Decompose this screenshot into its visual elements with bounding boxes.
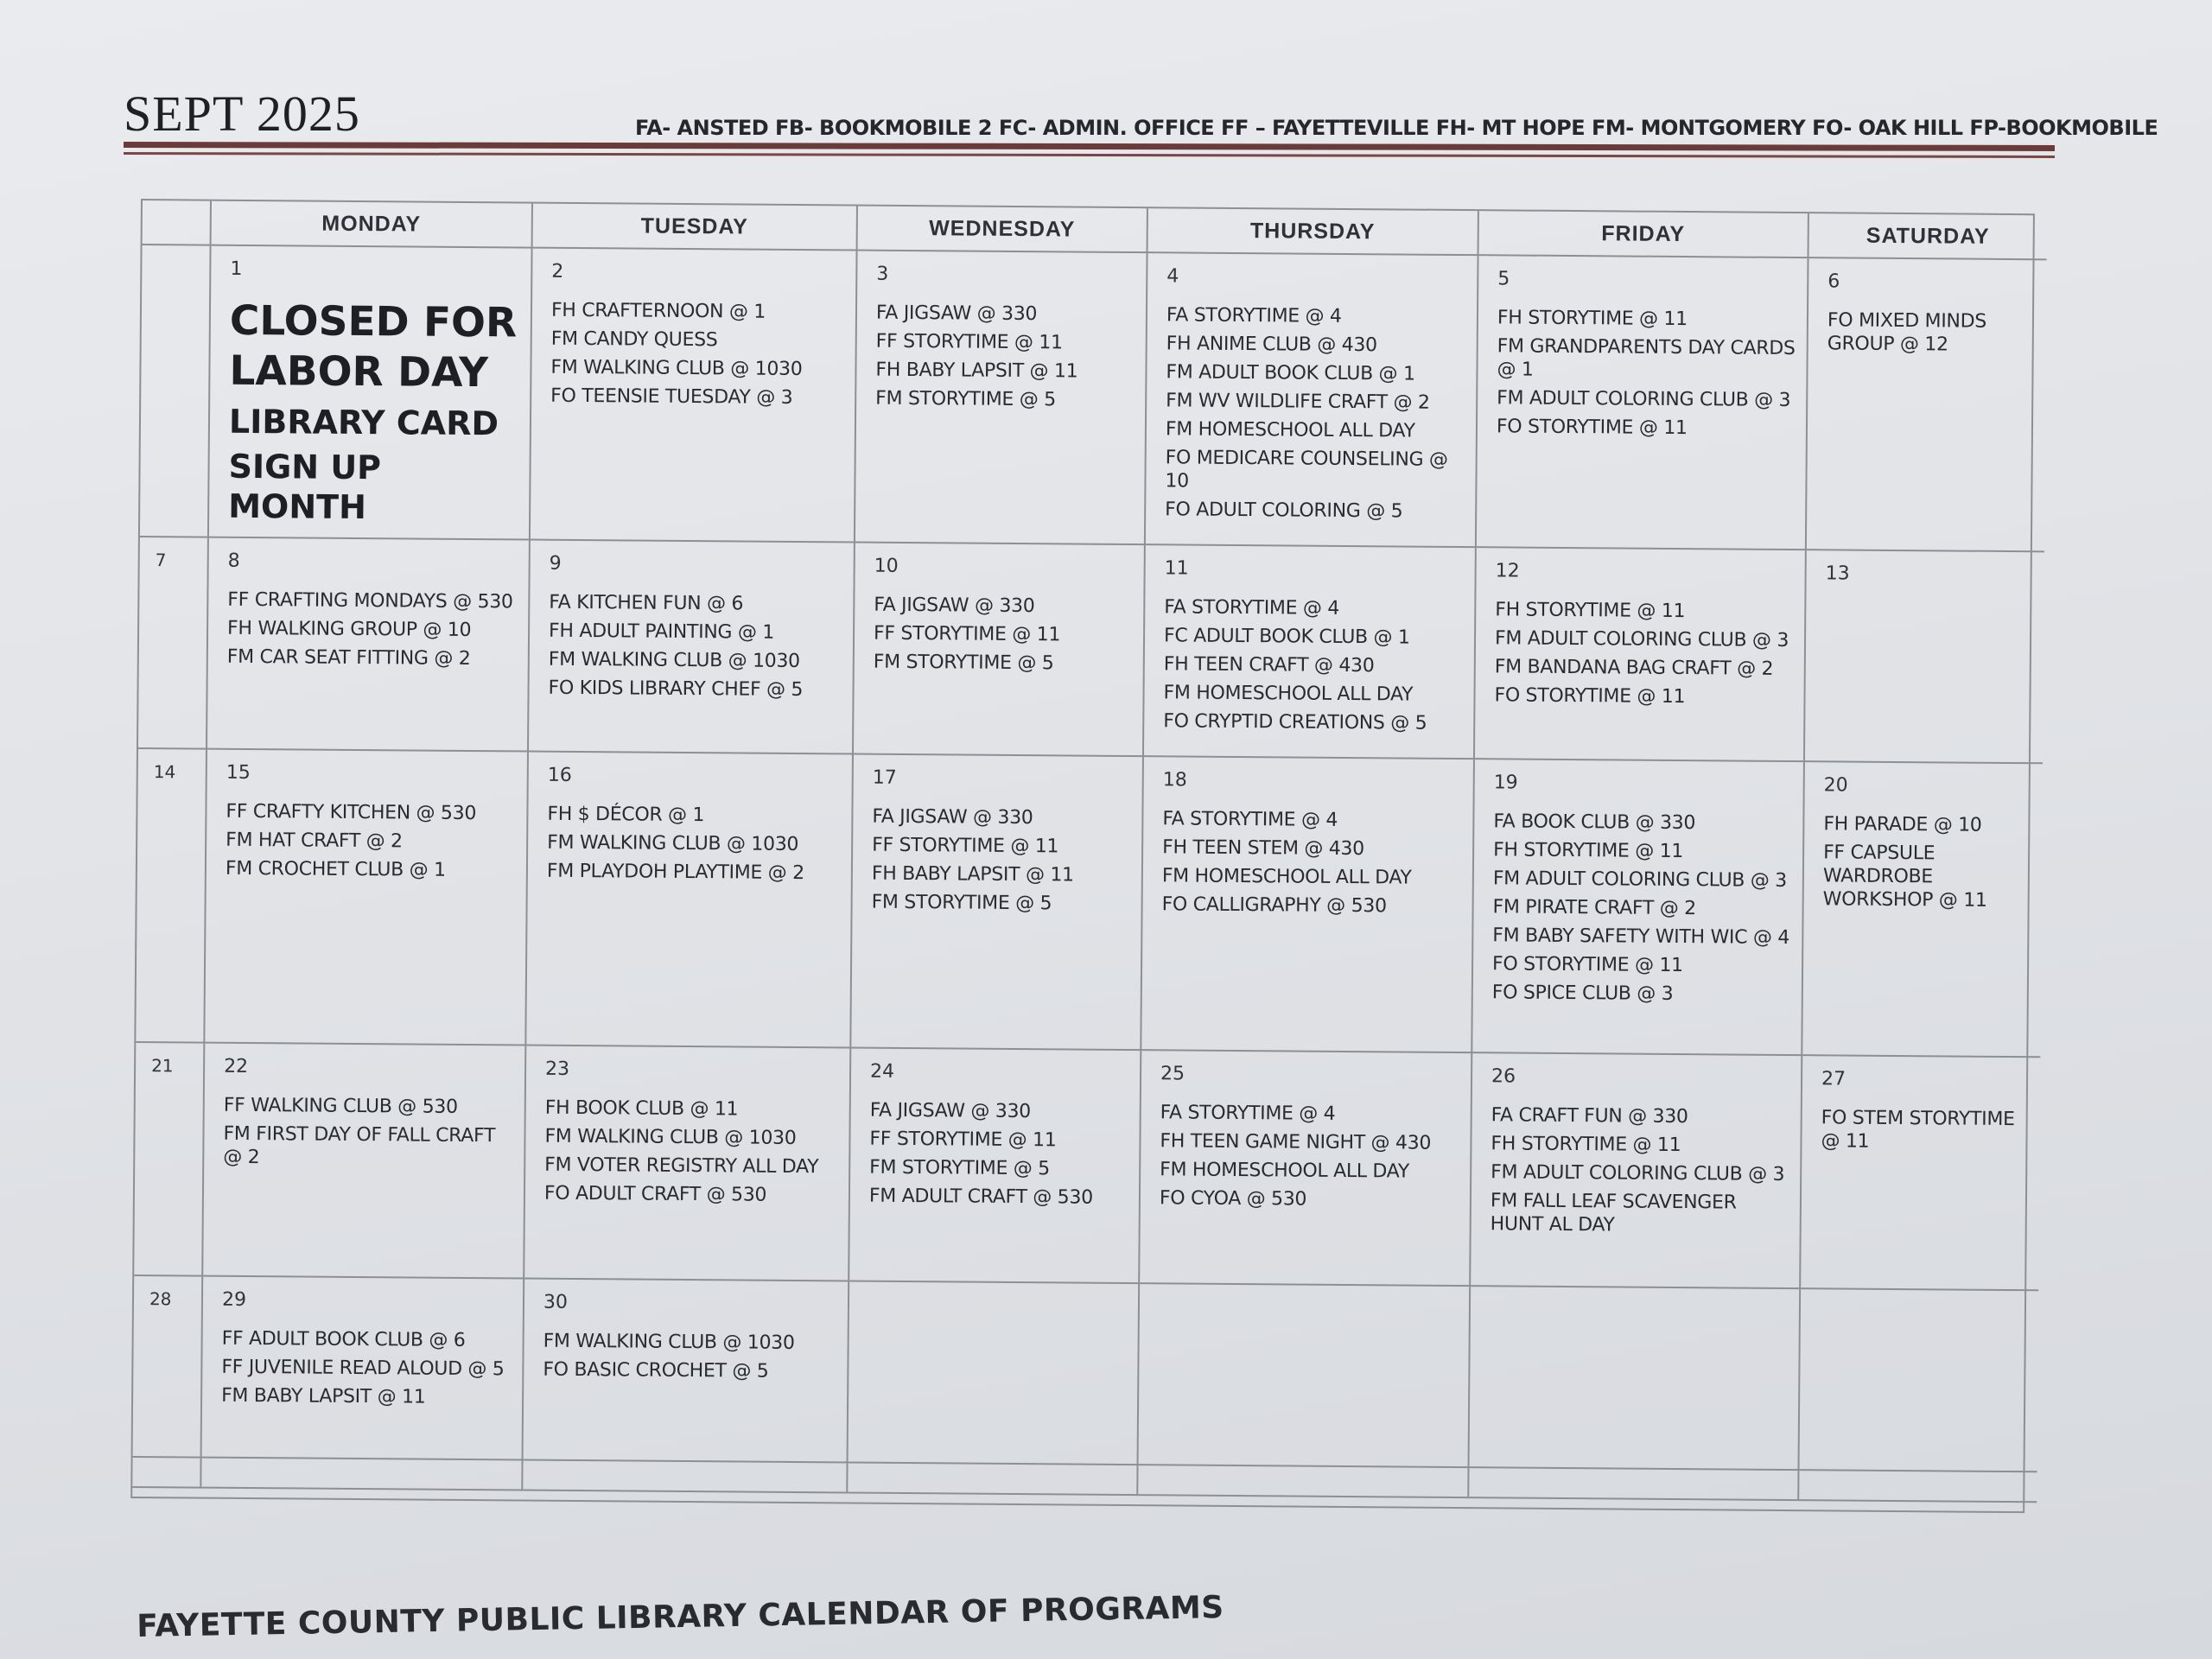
event-item: FM ADULT COLORING CLUB @ 3 [1491, 1161, 1785, 1185]
event-item: FM PIRATE CRAFT @ 2 [1492, 896, 1696, 920]
event-item: FM ADULT CRAFT @ 530 [868, 1185, 1093, 1209]
sunday-cell [133, 1276, 204, 1459]
day-number: 14 [153, 761, 176, 783]
event-item: FF STORYTIME @ 11 [869, 1128, 1057, 1152]
event-item: FM CROCHET CLUB @ 1 [225, 857, 446, 881]
event-item: FM ADULT BOOK CLUB @ 1 [1166, 361, 1415, 385]
event-item: FO MIXED MINDS GROUP @ 12 [1827, 309, 1987, 356]
event-item: FF WALKING CLUB @ 530 [223, 1094, 458, 1118]
event-item: FH TEEN STEM @ 430 [1162, 836, 1364, 861]
event-list [1821, 1106, 2031, 1160]
event-item: FM STORYTIME @ 5 [869, 1156, 1050, 1180]
day-number: 19 [1493, 772, 1518, 794]
event-item: FH STORYTIME @ 11 [1493, 839, 1684, 863]
event-list [226, 800, 518, 888]
event-item: FM STORYTIME @ 5 [875, 387, 1056, 411]
event-item: FA STORYTIME @ 4 [1160, 1102, 1336, 1125]
event-item: FA JIGSAW @ 330 [872, 805, 1033, 830]
header-rule-thin [124, 152, 2055, 158]
day-cell [1802, 762, 2043, 1058]
event-list [227, 588, 520, 677]
event-list [548, 591, 844, 708]
event-item: FA BOOK CLUB @ 330 [1493, 810, 1696, 835]
event-list [1161, 807, 1464, 924]
blank-cell [848, 1463, 1138, 1496]
day-number: 28 [149, 1288, 172, 1310]
event-list [1825, 601, 2035, 602]
day-header-saturday: SATURDAY [1809, 213, 2047, 260]
day-number: 25 [1160, 1063, 1185, 1085]
day-number: 23 [545, 1058, 570, 1080]
day-cell [207, 538, 531, 753]
blank-cell [132, 1458, 201, 1489]
sunday-cell [134, 1043, 205, 1277]
sunday-cell [140, 245, 212, 538]
event-item: FM PLAYDOH PLAYTIME @ 2 [546, 860, 804, 885]
day-number: 12 [1495, 560, 1520, 582]
event-item: FM HOMESCHOOL ALL DAY [1160, 1159, 1410, 1183]
event-item: FF ADULT BOOK CLUB @ 6 [221, 1327, 466, 1351]
event-item: FM ADULT COLORING CLUB @ 3 [1492, 868, 1787, 892]
day-number: 27 [1821, 1068, 1847, 1090]
event-item: FF STORYTIME @ 11 [872, 834, 1059, 858]
event-item: FF CRAFTING MONDAYS @ 530 [227, 588, 513, 613]
event-list [869, 1099, 1131, 1215]
event-item: FO ADULT COLORING @ 5 [1165, 499, 1403, 523]
event-item: FH BABY LAPSIT @ 11 [875, 359, 1078, 383]
event-item: FH STORYTIME @ 11 [1491, 1133, 1681, 1157]
event-list [1159, 1334, 1460, 1337]
day-header-monday: MONDAY [212, 201, 533, 249]
event-list [875, 302, 1137, 417]
day-cell [851, 754, 1144, 1051]
event-item: FA STORYTIME @ 4 [1166, 304, 1342, 327]
event-list [547, 803, 843, 891]
event-item: FA JIGSAW @ 330 [869, 1099, 1031, 1123]
event-list [221, 1327, 514, 1415]
day-number: 16 [547, 764, 572, 786]
day-number: 21 [151, 1055, 174, 1077]
event-item: FM WALKING CLUB @ 1030 [550, 356, 803, 381]
event-item: FM VOTER REGISTRY ALL DAY [544, 1154, 819, 1179]
day-number: 20 [1823, 774, 1848, 797]
event-item: FO MEDICARE COUNSELING @ 10 [1165, 447, 1448, 493]
branch-legend: FA- ANSTED FB- BOOKMOBILE 2 FC- ADMIN. OFFICE FF – FAYETTEVILLE FH- MT HOPE FM- MONTGOMERY FO- OAK HILL FP-BOOKMOBILE [635, 116, 2158, 140]
closure-line: CLOSED FOR [229, 296, 518, 347]
event-item: FF CAPSULE WARDROBE WORKSHOP @ 11 [1822, 842, 1987, 912]
day-header-sunday [143, 200, 212, 246]
month-title: SEPT 2025 [124, 86, 360, 142]
day-cell [1144, 545, 1477, 760]
day-cell [1140, 1051, 1472, 1287]
day-number: 4 [1166, 265, 1179, 288]
event-item: FO TEENSIE TUESDAY @ 3 [550, 385, 793, 409]
closure-line: LABOR DAY [229, 346, 489, 397]
event-item: FM HOMESCHOOL ALL DAY [1161, 865, 1412, 889]
event-item: FA STORYTIME @ 4 [1164, 596, 1340, 620]
event-list [1827, 308, 2037, 362]
event-list [1491, 1103, 1792, 1243]
event-item: FA JIGSAW @ 330 [874, 594, 1035, 618]
day-cell [849, 1281, 1141, 1465]
event-item: FO KIDS LIBRARY CHEF @ 5 [548, 677, 804, 702]
day-number: 9 [549, 552, 562, 575]
sunday-cell [138, 537, 209, 750]
event-list [868, 1332, 1129, 1334]
event-item: FM FIRST DAY OF FALL CRAFT @ 2 [223, 1122, 496, 1169]
event-item: FM ADULT COLORING CLUB @ 3 [1494, 627, 1789, 652]
day-number: 26 [1491, 1065, 1516, 1088]
day-cell [855, 251, 1148, 546]
event-item: FH BABY LAPSIT @ 11 [871, 862, 1074, 887]
event-item: FM WV WILDLIFE CRAFT @ 2 [1166, 390, 1430, 414]
day-cell [209, 246, 533, 541]
day-number: 18 [1162, 769, 1187, 791]
event-item: FO STORYTIME @ 11 [1496, 416, 1688, 440]
calendar-grid [130, 199, 2035, 1513]
day-cell [203, 1044, 526, 1280]
event-item: FA KITCHEN FUN @ 6 [549, 591, 744, 615]
day-cell [202, 1277, 525, 1461]
day-cell [1477, 256, 1809, 550]
day-number: 6 [1827, 270, 1840, 293]
day-number: 17 [872, 766, 897, 789]
event-item: FH TEEN CRAFT @ 430 [1163, 653, 1375, 677]
event-item: FA JIGSAW @ 330 [875, 302, 1038, 326]
event-item: FM HAT CRAFT @ 2 [226, 829, 403, 853]
event-list [550, 299, 847, 416]
header-rule [124, 142, 2055, 151]
blank-cell [523, 1461, 848, 1494]
event-list [1490, 1337, 1790, 1339]
event-item: FH ANIME CLUB @ 430 [1166, 333, 1377, 357]
event-item: FH BOOK CLUB @ 11 [544, 1096, 739, 1121]
blank-cell [1138, 1465, 1469, 1498]
event-item: FO STORYTIME @ 11 [1494, 684, 1686, 709]
event-list [1165, 303, 1468, 529]
event-list [874, 594, 1135, 681]
event-item: FO BASIC CROCHET @ 5 [543, 1358, 769, 1382]
blank-cell [1469, 1468, 1799, 1501]
event-item: FM WALKING CLUB @ 1030 [547, 831, 799, 856]
day-number: 2 [551, 260, 564, 283]
event-item: FC ADULT BOOK CLUB @ 1 [1163, 625, 1410, 649]
day-cell [529, 541, 855, 755]
event-item: FH TEEN GAME NIGHT @ 430 [1160, 1130, 1432, 1154]
day-cell [1801, 1056, 2040, 1291]
day-cell [1475, 548, 1807, 762]
day-number: 1 [230, 257, 243, 280]
event-list [871, 805, 1133, 921]
event-item: FH PARADE @ 10 [1823, 813, 1982, 836]
blank-cell [201, 1459, 523, 1491]
day-number: 13 [1825, 563, 1850, 585]
day-number: 10 [874, 555, 899, 577]
day-cell [854, 543, 1146, 758]
event-list [1492, 810, 1795, 1012]
event-item: FM WALKING CLUB @ 1030 [544, 1125, 797, 1149]
day-cell [1146, 253, 1479, 548]
event-list [1163, 595, 1465, 741]
event-item: FO ADULT CRAFT @ 530 [543, 1182, 767, 1206]
day-cell [531, 249, 858, 543]
event-item: FM WALKING CLUB @ 1030 [543, 1330, 795, 1354]
event-item: FO CYOA @ 530 [1159, 1187, 1307, 1211]
day-cell [524, 1280, 850, 1464]
event-item: FM GRANDPARENTS DAY CARDS @ 1 [1497, 335, 1796, 381]
day-cell [1139, 1284, 1471, 1468]
day-cell [1807, 258, 2047, 552]
day-header-tuesday: TUESDAY [533, 204, 858, 251]
event-list [223, 1094, 516, 1177]
event-item: FF STORYTIME @ 11 [875, 330, 1063, 354]
day-cell [1805, 550, 2044, 764]
event-item: FM WALKING CLUB @ 1030 [548, 648, 800, 673]
day-cell [526, 753, 854, 1049]
event-item: FH ADULT PAINTING @ 1 [548, 620, 775, 644]
day-number: 24 [869, 1060, 895, 1083]
day-number: 29 [221, 1288, 247, 1311]
day-header-thursday: THURSDAY [1148, 208, 1479, 256]
day-cell [1141, 757, 1475, 1053]
event-item: FM HOMESCHOOL ALL DAY [1163, 682, 1414, 706]
sunday-cell [136, 749, 207, 1044]
day-cell [1799, 1289, 2038, 1472]
day-cell [1470, 1287, 1802, 1471]
event-item: FM HOMESCHOOL ALL DAY [1165, 418, 1415, 442]
event-item: FH CRAFTERNOON @ 1 [550, 299, 766, 323]
event-item: FO SPICE CLUB @ 3 [1491, 982, 1674, 1005]
event-item: FM STORYTIME @ 5 [871, 891, 1052, 915]
event-item: FM ADULT COLORING CLUB @ 3 [1497, 387, 1791, 412]
event-item: FM BABY SAFETY WITH WIC @ 4 [1492, 925, 1790, 950]
event-item: FH STORYTIME @ 11 [1495, 599, 1686, 623]
event-item: FH STORYTIME @ 11 [1497, 307, 1688, 331]
event-item: FF CRAFTY KITCHEN @ 530 [226, 800, 477, 825]
day-header-wednesday: WEDNESDAY [858, 207, 1148, 254]
day-number: 30 [543, 1291, 569, 1313]
event-item: FO CALLIGRAPHY @ 530 [1161, 893, 1387, 918]
event-item: FO CRYPTID CREATIONS @ 5 [1163, 710, 1427, 734]
month-theme-line: SIGN UP MONTH [228, 447, 382, 527]
event-item: FO STEM STORYTIME @ 11 [1821, 1107, 2015, 1153]
day-number: 5 [1497, 268, 1510, 290]
day-number: 8 [227, 550, 240, 572]
event-item: FM BABY LAPSIT @ 11 [221, 1384, 426, 1408]
event-list [543, 1330, 839, 1389]
day-cell [205, 750, 529, 1046]
month-theme-line: LIBRARY CARD [228, 402, 499, 443]
event-item: FA STORYTIME @ 4 [1162, 808, 1338, 831]
event-item: FH WALKING GROUP @ 10 [226, 617, 472, 642]
event-list [1497, 306, 1798, 446]
event-item: FO STORYTIME @ 11 [1491, 953, 1683, 977]
day-cell [524, 1046, 851, 1282]
event-item: FM BANDANA BAG CRAFT @ 2 [1494, 656, 1774, 680]
event-item: FM CANDY QUESS [550, 327, 718, 352]
footer-title: FAYETTE COUNTY PUBLIC LIBRARY CALENDAR OF PROGRAMS [137, 1590, 1224, 1644]
day-number: 3 [876, 263, 889, 285]
day-number: 15 [226, 761, 251, 785]
day-number: 22 [224, 1055, 249, 1078]
event-list [1820, 1339, 2030, 1341]
event-item: FF JUVENILE READ ALOUD @ 5 [221, 1356, 505, 1381]
day-header-friday: FRIDAY [1479, 211, 1809, 258]
closure-notice [228, 296, 522, 529]
event-item: FH $ DÉCOR @ 1 [547, 803, 705, 827]
event-item: FM FALL LEAF SCAVENGER HUNT AL DAY [1490, 1190, 1737, 1236]
event-item: FM CAR SEAT FITTING @ 2 [226, 645, 471, 671]
event-item: FA CRAFT FUN @ 330 [1491, 1104, 1688, 1128]
event-item: FF STORYTIME @ 11 [873, 622, 1061, 646]
event-list [1160, 1101, 1462, 1217]
day-cell [849, 1048, 1141, 1284]
event-list [1494, 598, 1796, 715]
event-item: FM STORYTIME @ 5 [873, 651, 1054, 675]
event-list [544, 1096, 841, 1213]
event-list [1823, 812, 2034, 918]
day-cell [1471, 1053, 1802, 1289]
blank-cell [1799, 1471, 2037, 1503]
day-cell [1472, 760, 1805, 1056]
day-number: 11 [1164, 557, 1189, 580]
day-number: 7 [155, 550, 167, 571]
